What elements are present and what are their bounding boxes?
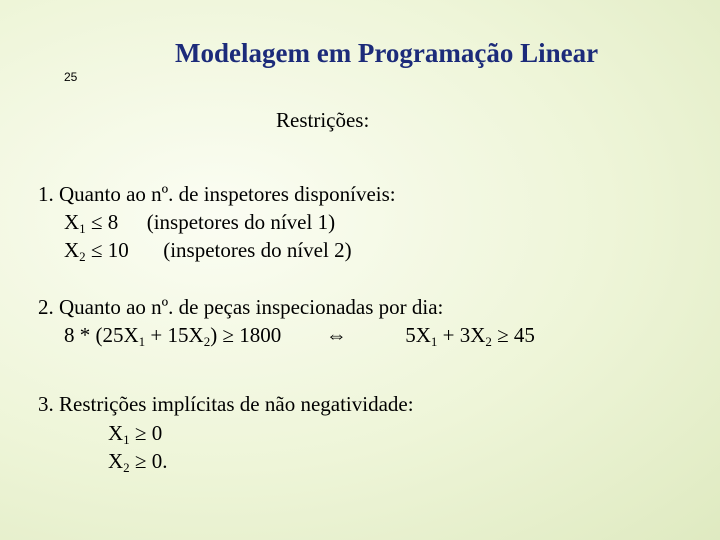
slide-number: 25 — [64, 70, 78, 84]
section1-constraint-x2: $X_2 \le 10$ (inspetores do nível 2) — [64, 238, 352, 264]
section1-heading: 1. Quanto ao nº. de inspetores disponíveis: — [38, 182, 396, 206]
slide-title: Modelagem em Programação Linear — [175, 38, 599, 68]
slide-subtitle: Restrições: — [276, 108, 370, 132]
section1-note-1: (inspetores do nível 1) — [146, 210, 336, 234]
section1-note-2: (inspetores do nível 2) — [163, 238, 352, 262]
section3-constraint-x2: $X_2 \ge 0$. — [108, 449, 168, 475]
section2-equation: $8 * (25X_1 + 15X_2) \ge 1800$ ⇔ $5X_1 + 3X_2 \ge 45$ — [64, 323, 535, 349]
section2-heading: 2. Quanto ao nº. de peças inspecionadas por dia: — [38, 295, 444, 319]
section1-constraint-x1: $X_1 \le 8$ (inspetores do nível 1) — [64, 210, 336, 236]
section3-constraint-x1: $X_1 \ge 0$ — [108, 421, 163, 447]
equivalence-symbol: ⇔ — [325, 323, 347, 347]
section3-heading: 3. Restrições implícitas de não negatividade: — [38, 392, 414, 416]
